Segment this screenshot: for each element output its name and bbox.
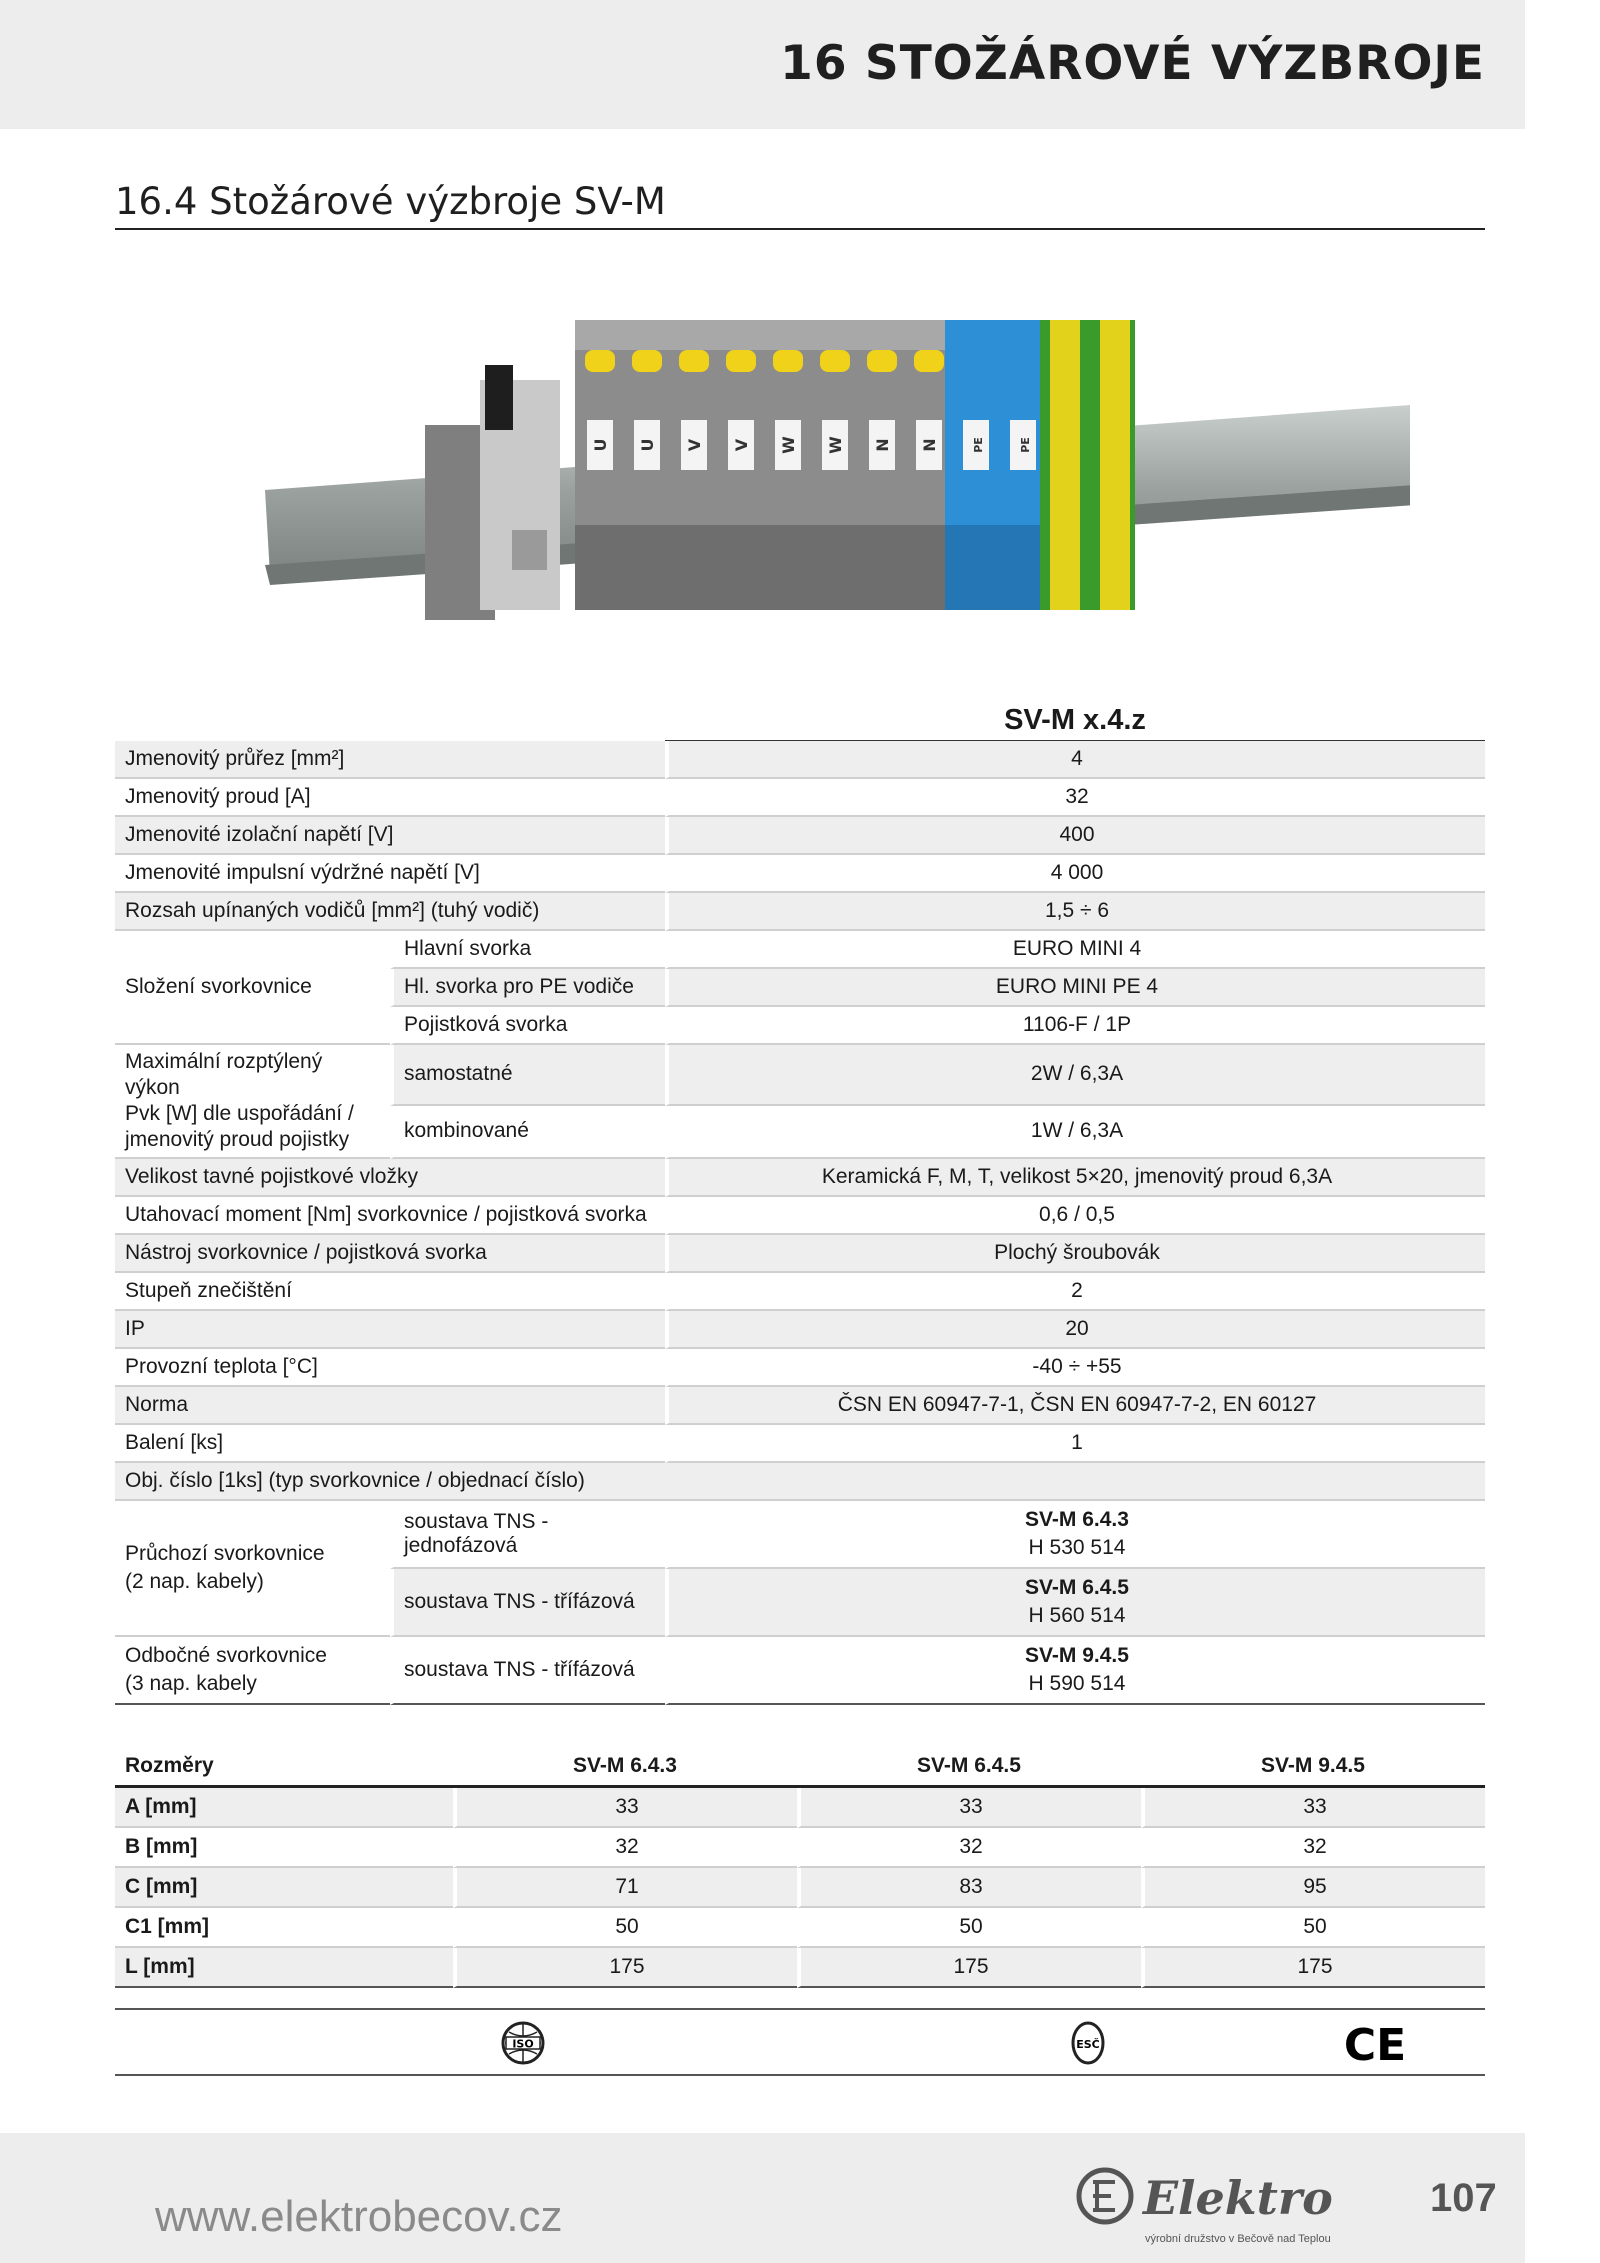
spec-row <box>115 1159 1485 1197</box>
dimensions-header-row <box>115 1747 1485 1788</box>
fuse-clip <box>867 350 897 372</box>
order-value <box>665 1501 1485 1569</box>
order-group-line: Odbočné svorkovnice <box>125 1644 327 1667</box>
spec-value: 400 <box>665 817 1485 855</box>
spec-label: Velikost tavné pojistkové vložky <box>115 1159 665 1197</box>
composition-row <box>115 931 1485 969</box>
dimensions-row <box>115 1788 1485 1828</box>
composition-sub: Hlavní svorka <box>390 931 665 969</box>
dimensions-row <box>115 1828 1485 1868</box>
order-group-label <box>115 1501 390 1637</box>
spec-row <box>115 1425 1485 1463</box>
order-heading-row <box>115 1463 1485 1501</box>
power-label <box>115 1045 390 1159</box>
order-sub: soustava TNS - jednofázová <box>390 1501 665 1569</box>
fuse-clip <box>726 350 756 372</box>
order-group-label <box>115 1637 390 1705</box>
dimension-value: 95 <box>1141 1868 1485 1908</box>
order-code: SV-M 6.4.3 <box>1025 1508 1129 1531</box>
spec-label: Stupeň znečištění <box>115 1273 665 1311</box>
website-link[interactable]: www.elektrobecov.cz <box>155 2192 563 2241</box>
dimensions-row <box>115 1908 1485 1948</box>
dimension-label: C1 [mm] <box>115 1908 453 1948</box>
order-heading: Obj. číslo [1ks] (typ svorkovnice / objednací číslo) <box>115 1463 1485 1501</box>
spec-value: 20 <box>665 1311 1485 1349</box>
order-group-line: (3 nap. kabely <box>125 1672 257 1695</box>
spec-value: 4 000 <box>665 855 1485 893</box>
spec-row <box>115 893 1485 931</box>
order-group-line: (2 nap. kabely) <box>125 1570 264 1593</box>
spec-label: Jmenovité impulsní výdržné napětí [V] <box>115 855 665 893</box>
terminal-tag-label: W <box>826 436 845 454</box>
iso-certification-icon <box>500 2020 546 2066</box>
order-value <box>665 1569 1485 1637</box>
dimension-value: 32 <box>453 1828 797 1868</box>
spec-row <box>115 1349 1485 1387</box>
spec-label: Jmenovitý proud [A] <box>115 779 665 817</box>
dimensions-row <box>115 1868 1485 1908</box>
dimensions-table <box>115 1747 1485 1988</box>
order-group-line: Průchozí svorkovnice <box>125 1542 325 1565</box>
logo-tagline: výrobní družstvo v Bečově nad Teplou <box>1145 2233 1331 2245</box>
chapter-title: 16 STOŽÁROVÉ VÝZBROJE <box>780 36 1485 91</box>
terminal-tag-label: U <box>591 438 610 452</box>
dimension-value: 175 <box>453 1948 797 1988</box>
terminal-tag-label: PE <box>972 437 985 453</box>
dimension-value: 33 <box>453 1788 797 1828</box>
order-number: H 560 514 <box>1028 1604 1126 1627</box>
fuse-clip <box>820 350 850 372</box>
fuse-clip <box>632 350 662 372</box>
order-code: SV-M 9.4.5 <box>1025 1644 1129 1667</box>
end-clamp <box>425 365 560 620</box>
spec-value: -40 ÷ +55 <box>665 1349 1485 1387</box>
spec-label: Provozní teplota [°C] <box>115 1349 665 1387</box>
power-label-line: Maximální rozptýlený výkon <box>125 1050 323 1099</box>
spec-label: Rozsah upínaných vodičů [mm²] (tuhý vodič) <box>115 893 665 931</box>
power-value: 1W / 6,3A <box>665 1106 1485 1159</box>
spec-value: 4 <box>665 741 1485 779</box>
dimensions-header: SV-M 9.4.5 <box>1141 1747 1485 1788</box>
dimension-value: 50 <box>797 1908 1141 1948</box>
spec-label: Nástroj svorkovnice / pojistková svorka <box>115 1235 665 1273</box>
dimensions-header: SV-M 6.4.5 <box>797 1747 1141 1788</box>
spec-value: 0,6 / 0,5 <box>665 1197 1485 1235</box>
dimension-label: L [mm] <box>115 1948 453 1988</box>
composition-sub: Hl. svorka pro PE vodiče <box>390 969 665 1007</box>
order-sub: soustava TNS - třífázová <box>390 1637 665 1705</box>
fuse-clip <box>679 350 709 372</box>
power-label-line: jmenovitý proud pojistky <box>125 1128 350 1151</box>
dimension-value: 175 <box>797 1948 1141 1988</box>
terminal-tag-label: V <box>685 438 704 452</box>
dimension-value: 83 <box>797 1868 1141 1908</box>
composition-sub: Pojistková svorka <box>390 1007 665 1045</box>
composition-value: EURO MINI PE 4 <box>665 969 1485 1007</box>
dimension-value: 50 <box>1141 1908 1485 1948</box>
order-sub: soustava TNS - třífázová <box>390 1569 665 1637</box>
spec-value: ČSN EN 60947-7-1, ČSN EN 60947-7-2, EN 60127 <box>665 1387 1485 1425</box>
spec-label: Balení [ks] <box>115 1425 665 1463</box>
power-sub: kombinované <box>390 1106 665 1159</box>
dimension-label: A [mm] <box>115 1788 453 1828</box>
terminal-tag-label: PE <box>1019 437 1032 453</box>
elektro-logo <box>1075 2160 1395 2240</box>
pe-terminals <box>1040 320 1135 610</box>
spec-label: Utahovací moment [Nm] svorkovnice / pojistková svorka <box>115 1197 665 1235</box>
spec-row <box>115 1235 1485 1273</box>
terminal-tag-label: N <box>920 438 939 452</box>
logo-wordmark: Elektro <box>1143 2171 1333 2225</box>
model-heading: SV-M x.4.z <box>665 700 1485 742</box>
spec-label: Jmenovité izolační napětí [V] <box>115 817 665 855</box>
dimensions-header: SV-M 6.4.3 <box>453 1747 797 1788</box>
dimension-value: 50 <box>453 1908 797 1948</box>
spec-value: 32 <box>665 779 1485 817</box>
spec-value: 2 <box>665 1273 1485 1311</box>
order-row <box>115 1637 1485 1705</box>
order-value <box>665 1637 1485 1705</box>
spec-row <box>115 1197 1485 1235</box>
page-number: 107 <box>1430 2176 1497 2220</box>
spec-value: Plochý šroubovák <box>665 1235 1485 1273</box>
order-row <box>115 1501 1485 1569</box>
fuse-clip <box>585 350 615 372</box>
spec-label: IP <box>115 1311 665 1349</box>
spec-label: Norma <box>115 1387 665 1425</box>
dimension-value: 33 <box>1141 1788 1485 1828</box>
dimension-value: 32 <box>797 1828 1141 1868</box>
terminal-tag-label: N <box>873 438 892 452</box>
dimension-label: B [mm] <box>115 1828 453 1868</box>
spec-table <box>115 741 1485 1705</box>
spec-label: Jmenovitý průřez [mm²] <box>115 741 665 779</box>
composition-value: EURO MINI 4 <box>665 931 1485 969</box>
power-value: 2W / 6,3A <box>665 1045 1485 1106</box>
composition-label: Složení svorkovnice <box>115 931 390 1045</box>
fuse-clip <box>773 350 803 372</box>
terminal-tag-label: W <box>779 436 798 454</box>
dimensions-row <box>115 1948 1485 1988</box>
dimension-value: 175 <box>1141 1948 1485 1988</box>
order-number: H 590 514 <box>1028 1672 1126 1695</box>
composition-value: 1106-F / 1P <box>665 1007 1485 1045</box>
esc-certification-icon <box>1065 2020 1111 2066</box>
spec-row <box>115 741 1485 779</box>
esc-label: ESČ <box>1076 2038 1100 2051</box>
spec-value: Keramická F, M, T, velikost 5×20, jmenovitý proud 6,3A <box>665 1159 1485 1197</box>
ce-mark-icon <box>1340 2020 1410 2066</box>
terminal-tag-label: U <box>638 438 657 452</box>
spec-row <box>115 1387 1485 1425</box>
terminal-tag-label: V <box>732 438 751 452</box>
dimensions-header: Rozměry <box>115 1747 453 1788</box>
spec-row <box>115 1273 1485 1311</box>
spec-value: 1,5 ÷ 6 <box>665 893 1485 931</box>
dimension-label: C [mm] <box>115 1868 453 1908</box>
section-title: 16.4 Stožárové výzbroje SV-M <box>115 180 1485 230</box>
dimension-value: 32 <box>1141 1828 1485 1868</box>
dimension-value: 71 <box>453 1868 797 1908</box>
fuse-clip <box>914 350 944 372</box>
iso-label: ISO <box>512 2037 534 2051</box>
ce-label: CE <box>1343 2020 1407 2066</box>
dimension-value: 33 <box>797 1788 1141 1828</box>
order-code: SV-M 6.4.5 <box>1025 1576 1129 1599</box>
order-number: H 530 514 <box>1028 1536 1126 1559</box>
power-sub: samostatné <box>390 1045 665 1106</box>
spec-value: 1 <box>665 1425 1485 1463</box>
spec-row <box>115 1311 1485 1349</box>
power-label-line: Pvk [W] dle uspořádání / <box>125 1102 354 1125</box>
power-row <box>115 1045 1485 1106</box>
spec-row <box>115 779 1485 817</box>
certification-bar <box>115 2008 1485 2076</box>
product-photo <box>250 310 1410 640</box>
spec-row <box>115 855 1485 893</box>
spec-row <box>115 817 1485 855</box>
